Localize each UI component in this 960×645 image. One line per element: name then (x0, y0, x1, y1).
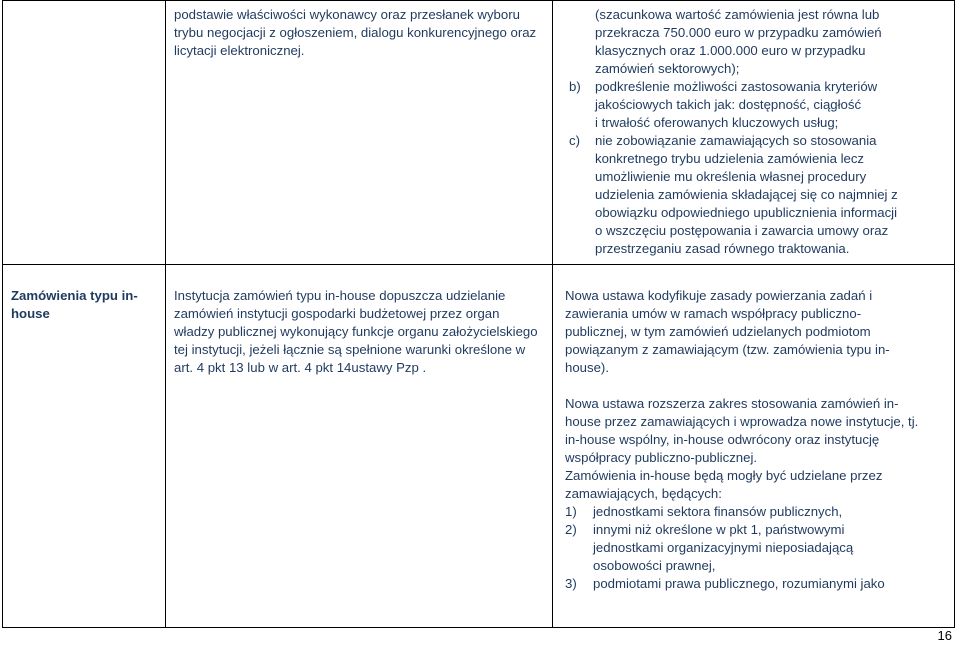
text-line: zamówień sektorowych); (595, 61, 740, 76)
text-line: zawierania umów w ramach współpracy publiczno- (565, 306, 862, 321)
table-row (3, 265, 955, 628)
numbered-list (565, 503, 946, 593)
text-line: licytacji elektronicznej. (174, 43, 305, 58)
text-line: władzy publicznej wykonujący funkcje organu założycielskiego (174, 324, 538, 339)
list-item (565, 78, 946, 132)
text-line: konkretnego trybu udzielenia zamówienia lecz (595, 151, 865, 166)
text-line: tej instytucji, jeżeli łącznie są spełnione warunki określone w (174, 342, 526, 357)
list-marker: b) (569, 79, 581, 94)
text-line: o wszczęciu postępowania i zawarcia umowy oraz (595, 223, 889, 238)
text-line: jednostkami sektora finansów publicznych, (593, 504, 843, 519)
text-line: klasycznych oraz 1.000.000 euro w przypadku (595, 43, 866, 58)
text-line: podmiotami prawa publicznego, rozumianymi jako (593, 576, 885, 591)
list-item (565, 575, 946, 593)
text-line: zamawiających, będących: (565, 486, 722, 501)
list-marker: 3) (565, 576, 577, 591)
text-line: Nowa ustawa kodyfikuje zasady powierzania zadań i (565, 288, 873, 303)
text-line: umożliwienie mu określenia własnej procedury (595, 169, 867, 184)
text-line: podkreślenie możliwości zastosowania kryteriów (595, 79, 878, 94)
list-item (565, 503, 946, 521)
table-row (3, 1, 955, 265)
comparison-table (2, 0, 955, 628)
text-line: jakościowych takich jak: dostępność, ciągłość (595, 97, 862, 112)
row1-new-law-cell (553, 1, 955, 265)
text-line: publicznej, w tym zamówień udzielanych podmiotom (565, 324, 871, 339)
row1-old-law-cell (166, 1, 553, 265)
row2-new-law-cell (553, 265, 955, 628)
text-line: przekracza 750.000 euro w przypadku zamówień (595, 25, 882, 40)
row-label: Zamówienia typu in- (11, 288, 138, 303)
list-marker: 2) (565, 522, 577, 537)
text-line: zamówień instytucji gospodarki budżetowej przez organ (174, 306, 500, 321)
text-line: in-house wspólny, in-house odwrócony oraz instytucję (565, 432, 880, 447)
list-marker: c) (569, 133, 580, 148)
text-line: przestrzeganiu zasad równego traktowania. (595, 241, 850, 256)
lettered-list (565, 78, 946, 258)
text-line: Instytucja zamówień typu in-house dopuszcza udzielanie (174, 288, 506, 303)
text-line: osobowości prawnej, (593, 558, 716, 573)
text-line: house przez zamawiających i wprowadza nowe instytucje, tj. (565, 414, 919, 429)
text-line: współpracy publiczno-publicznej. (565, 450, 758, 465)
row-label: house (11, 306, 50, 321)
text-line: Zamówienia in-house będą mogły być udzielane przez (565, 468, 883, 483)
page-number: 16 (937, 628, 952, 643)
text-line: Nowa ustawa rozszerza zakres stosowania zamówień in- (565, 396, 899, 411)
text-line: udzielenia zamówienia składającej się co najmniej z (595, 187, 898, 202)
text-line: (szacunkowa wartość zamówienia jest równa lub (595, 7, 880, 22)
text-line: trybu negocjacji z ogłoszeniem, dialogu konkurencyjnego oraz (174, 25, 537, 40)
text-line: innymi niż określone w pkt 1, państwowymi (593, 522, 845, 537)
text-line: house). (565, 360, 609, 375)
text-line: powiązanym z zamawiającym (tzw. zamówienia typu in- (565, 342, 890, 357)
text-line: nie zobowiązanie zamawiających so stosowania (595, 133, 877, 148)
text-line: jednostkami organizacyjnymi nieposiadającą (593, 540, 854, 555)
row2-old-law-cell (166, 265, 553, 628)
text-line: i trwałość oferowanych kluczowych usług; (595, 115, 839, 130)
text-line: podstawie właściwości wykonawcy oraz przesłanek wyboru (174, 7, 520, 22)
row2-label-cell (3, 265, 166, 628)
text-line: art. 4 pkt 13 lub w art. 4 pkt 14ustawy Pzp . (174, 360, 427, 375)
list-marker: 1) (565, 504, 577, 519)
text-line: obowiązku odpowiedniego upublicznienia informacji (595, 205, 898, 220)
list-item (565, 132, 946, 258)
row1-label-cell (3, 1, 166, 265)
list-item (565, 521, 946, 575)
